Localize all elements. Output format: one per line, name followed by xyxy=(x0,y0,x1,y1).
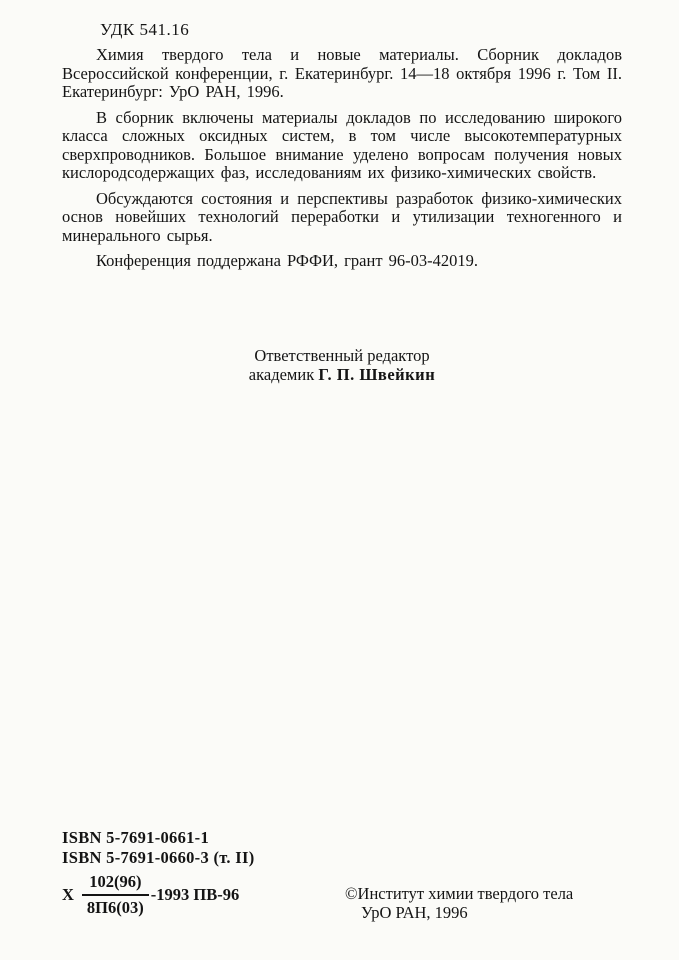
classification-suffix: -1993 ПВ-96 xyxy=(150,885,240,904)
classification-index xyxy=(62,872,239,918)
classification-denominator: 8П6(03) xyxy=(86,898,144,917)
editor-block xyxy=(62,346,622,384)
copyright-line-2: УрО РАН, 1996 xyxy=(361,903,468,922)
abstract-paragraph-technologies: Обсуждаются состояния и перспективы разработок физико-химических основ новейших технологий переработки и утилизации техногенного и минерального сырья. xyxy=(62,188,622,245)
annotation-text-block xyxy=(62,46,622,278)
classification-fraction xyxy=(82,872,149,918)
isbn-line-1: ISBN 5-7691-0661-1 xyxy=(62,828,210,847)
editor-name-line xyxy=(62,365,622,384)
copyright-line-1: ©Институт химии твердого тела xyxy=(345,884,574,903)
bibliographic-description: Химия твердого тела и новые материалы. Сборник докладов Всероссийской конференции, г. Екатеринбург. 14—18 октября 1996 г. Том II. Екатеринбург: УрО РАН, 1996. xyxy=(62,45,622,101)
classification-numerator: 102(96) xyxy=(82,872,149,896)
abstract-paragraph-oxide-systems: В сборник включены материалы докладов по исследованию широкого класса сложных оксидных систем, в том числе высокотемпературных сверхпроводников. Большое внимание уделено вопросам получения новых кислородсодержащих фаз, исследованиям их физико-химических свойств. xyxy=(62,107,622,182)
udk-number: УДК 541.16 xyxy=(100,20,190,39)
editor-name: Г. П. Швейкин xyxy=(318,365,436,384)
grant-support-note: Конференция поддержана РФФИ, грант 96-03-42019. xyxy=(96,251,479,270)
isbn-line-2: ISBN 5-7691-0660-3 (т. II) xyxy=(62,847,255,867)
isbn-block xyxy=(62,828,255,867)
classification-prefix: Х xyxy=(62,885,74,904)
editor-title: Ответственный редактор xyxy=(254,346,430,365)
copyright-block xyxy=(345,884,573,922)
editor-rank: академик xyxy=(248,365,319,384)
